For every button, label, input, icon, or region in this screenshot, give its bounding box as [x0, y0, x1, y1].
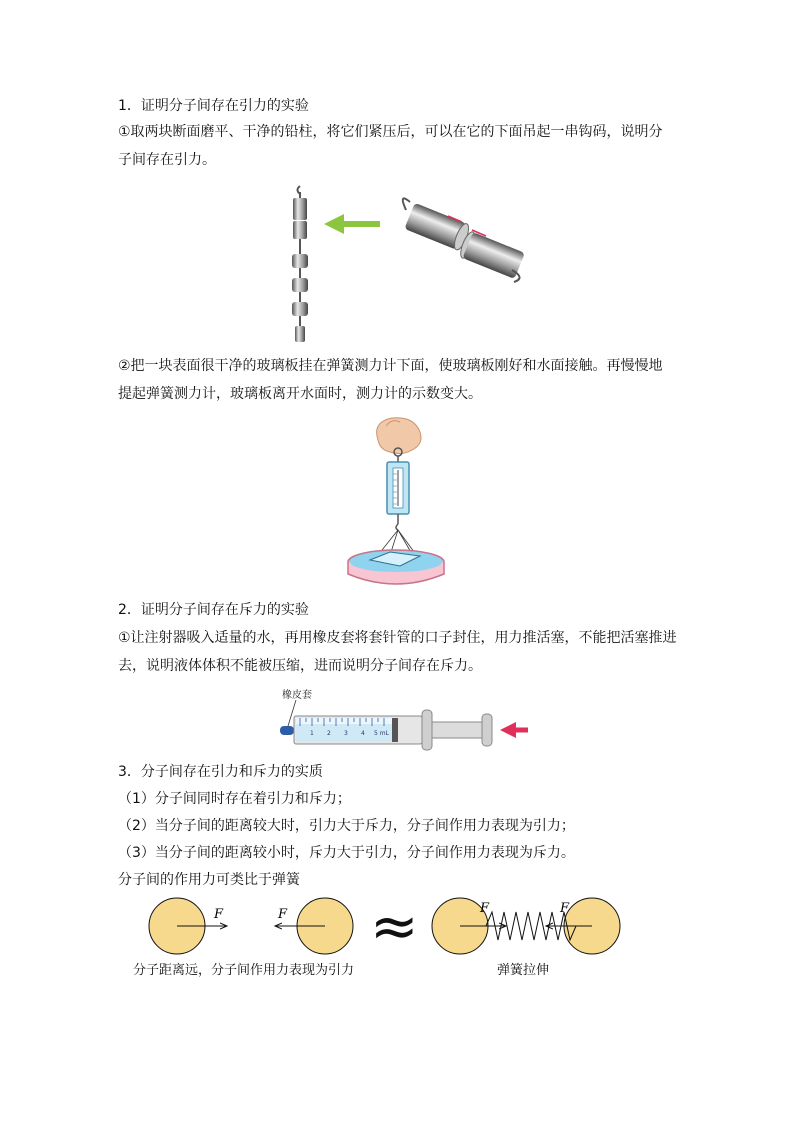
section3-point2: （2）当分子间的距离较大时，引力大于斥力，分子间作用力表现为引力；: [118, 818, 575, 834]
section2-exp1-line1: ①让注射器吸入适量的水，再用橡皮套将套针管的口子封住，用力推活塞，不能把活塞推进: [118, 630, 677, 646]
syringe-tick-5: 5 mL: [374, 730, 389, 737]
caption-right: 弹簧拉伸: [497, 963, 550, 978]
section2-exp1-line2: 去，说明液体体积不能被压缩，进而说明分子间存在斥力。: [118, 658, 482, 674]
section1-exp2-line1: ②把一块表面很干净的玻璃板挂在弹簧测力计下面，使玻璃板刚好和水面接触。再慢慢地: [118, 358, 663, 374]
syringe-label: 橡皮套: [282, 690, 312, 701]
section1-exp1-line1: ①取两块断面磨平、干净的铅柱，将它们紧压后，可以在它的下面吊起一串钩码，说明分: [118, 124, 663, 140]
section1-exp1-line2: 子间存在引力。: [118, 152, 216, 168]
syringe-tick-4: 4: [361, 730, 365, 737]
syringe-tick-3: 3: [344, 730, 348, 737]
approx-symbol: ≈: [370, 892, 419, 960]
syringe-tick-2: 2: [327, 730, 331, 737]
force-label-1: F: [214, 907, 224, 922]
caption-left: 分子距离远，分子间作用力表现为引力: [133, 963, 355, 978]
syringe-figure: [276, 684, 530, 754]
force-label-3: F: [480, 901, 490, 916]
section1-exp2-line2: 提起弹簧测力计，玻璃板离开水面时，测力计的示数变大。: [118, 386, 482, 402]
spring-analogy-figure: [140, 890, 630, 966]
syringe-tick-1: 1: [310, 730, 314, 737]
lead-cylinder-figure: [280, 184, 540, 344]
section3-point1: （1）分子间同时存在着引力和斥力；: [118, 791, 351, 807]
spring-scale-figure: [340, 412, 452, 590]
section3-point3: （3）当分子间的距离较小时，斥力大于引力，分子间作用力表现为斥力。: [118, 845, 575, 861]
force-label-2: F: [278, 907, 288, 922]
section2-heading: 2．证明分子间存在斥力的实验: [118, 602, 309, 618]
section1-heading: 1．证明分子间存在引力的实验: [118, 98, 309, 114]
section3-analogy: 分子间的作用力可类比于弹簧: [118, 872, 300, 888]
force-label-4: F: [560, 901, 570, 916]
section3-heading: 3．分子间存在引力和斥力的实质: [118, 764, 323, 780]
